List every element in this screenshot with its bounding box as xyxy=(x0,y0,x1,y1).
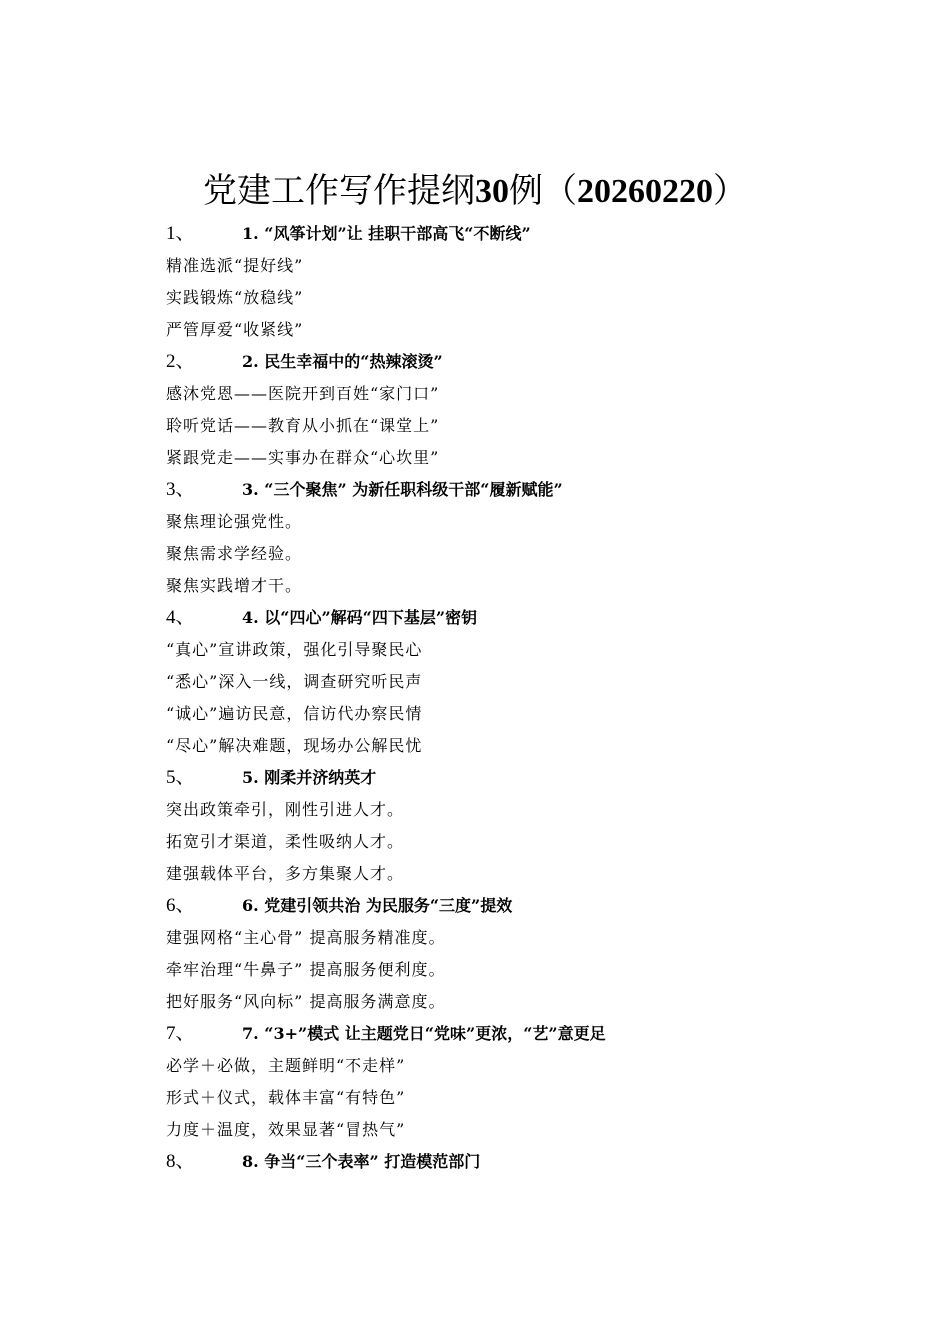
title-mid: 例（ xyxy=(509,171,577,211)
section-title: 5. 刚柔并济纳英才 xyxy=(242,768,377,787)
outline-list xyxy=(166,218,886,1178)
section-index: 1、 xyxy=(166,223,195,244)
title-suffix: ） xyxy=(713,171,747,211)
document-title xyxy=(0,168,950,215)
section-index: 8、 xyxy=(166,1151,195,1172)
section-line: 建强网格“主心骨” 提高服务精准度。 xyxy=(166,928,446,947)
section-line: “悉心”深入一线，调查研究听民声 xyxy=(166,672,423,691)
section-line: 严管厚爱“收紧线” xyxy=(166,320,304,339)
section-title: 2. 民生幸福中的“热辣滚烫” xyxy=(242,352,443,371)
section-heading xyxy=(166,1018,886,1050)
section-line: 把好服务“风向标” 提高服务满意度。 xyxy=(166,992,446,1011)
title-prefix: 党建工作写作提纲 xyxy=(203,171,475,211)
section-line: 牵牢治理“牛鼻子” 提高服务便利度。 xyxy=(166,960,446,979)
section-heading xyxy=(166,762,886,794)
title-count: 30 xyxy=(475,173,509,210)
section-line: 建强载体平台，多方集聚人才。 xyxy=(166,864,405,883)
section-heading xyxy=(166,218,886,250)
section-line: 拓宽引才渠道，柔性吸纳人才。 xyxy=(166,832,405,851)
section-index: 5、 xyxy=(166,767,195,788)
section-heading xyxy=(166,474,886,506)
section-heading xyxy=(166,346,886,378)
section-title: 8. 争当“三个表率” 打造模范部门 xyxy=(242,1152,481,1171)
section-title: 6. 党建引领共治 为民服务“三度”提效 xyxy=(242,896,513,915)
section-title: 3. “三个聚焦” 为新任职科级干部“履新赋能” xyxy=(242,480,563,499)
section-line: 实践锻炼“放稳线” xyxy=(166,288,304,307)
section-line: 聚焦需求学经验。 xyxy=(166,544,303,563)
section-line: 精准选派“提好线” xyxy=(166,256,304,275)
section-index: 4、 xyxy=(166,607,195,628)
section-title: 7. “3+”模式 让主题党日“党味”更浓，“艺”意更足 xyxy=(242,1024,606,1043)
section-line: 力度＋温度，效果显著“冒热气” xyxy=(166,1120,406,1139)
section-index: 3、 xyxy=(166,479,195,500)
section-heading xyxy=(166,602,886,634)
section-line: “尽心”解决难题，现场办公解民忧 xyxy=(166,736,423,755)
section-heading xyxy=(166,1146,886,1178)
section-line: 感沐党恩——医院开到百姓“家门口” xyxy=(166,384,440,403)
section-line: 形式＋仪式，载体丰富“有特色” xyxy=(166,1088,406,1107)
section-title: 1. “风筝计划”让 挂职干部高飞“不断线” xyxy=(242,224,531,243)
section-index: 2、 xyxy=(166,351,195,372)
section-title: 4. 以“四心”解码“四下基层”密钥 xyxy=(242,608,478,627)
section-line: 聆听党话——教育从小抓在“课堂上” xyxy=(166,416,440,435)
section-line: “诚心”遍访民意，信访代办察民情 xyxy=(166,704,423,723)
section-line: 紧跟党走——实事办在群众“心坎里” xyxy=(166,448,440,467)
section-index: 6、 xyxy=(166,895,195,916)
section-line: 突出政策牵引，刚性引进人才。 xyxy=(166,800,405,819)
section-line: 聚焦理论强党性。 xyxy=(166,512,303,531)
section-line: “真心”宣讲政策，强化引导聚民心 xyxy=(166,640,423,659)
section-index: 7、 xyxy=(166,1023,195,1044)
title-date: 20260220 xyxy=(577,173,713,210)
section-line: 聚焦实践增才干。 xyxy=(166,576,303,595)
section-heading xyxy=(166,890,886,922)
section-line: 必学＋必做，主题鲜明“不走样” xyxy=(166,1056,406,1075)
